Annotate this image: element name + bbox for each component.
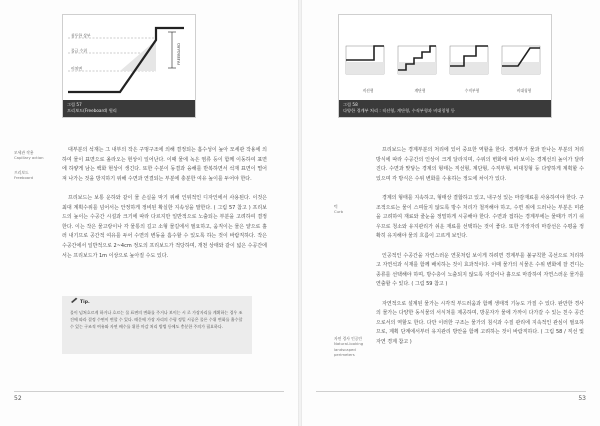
figure-caption: [63, 100, 195, 117]
figure-title: 프리보드(Freeboard) 원리: [67, 108, 117, 113]
tip-text: 물이 넘쳐흐르게 하거나 흐르는 물 표면의 변화를 주거나 보이는 시 로 가장자리를 계획하는 경우 조건에 따라 결정 수면이 변할 수 있다. 때문에 가장 자리의 수평 정밀 시공은 물론 수위 변화를 흡수할 수 있는 구조적 여유와 자연 배수를 위한 마감 처리 방법 등에도 충분한 주의가 필요하다.: [70, 310, 243, 329]
footer-rule: [316, 391, 586, 392]
figure-number: 그림 58: [343, 102, 358, 107]
paragraph: 프리보드는 경계부분의 처리에 있어 중요한 역할을 한다. 경계부가 물과 만나는 부분의 처리 방식에 따라 수공간의 인상이 크게 달라지며, 수위의 변화에 따라 보이는 경계선의 높이가 달라진다. 수면과 맞닿는 경계의 형태는 직선형, 계단형, 수직부형, 비대칭형 등 다양하게 계획할 수 있으며 각 방식은 수위 변화를 수용하는 정도에 차이가 있다.: [376, 147, 584, 182]
footer-rule: [14, 391, 284, 392]
right-page: [302, 0, 600, 426]
page-number-right: 53: [578, 395, 586, 402]
label-finished-top: 침투한 상부: [71, 33, 91, 38]
paragraph: 자연적으로 설계된 물가는 시각적 부드러움과 함께 생태적 기능도 가질 수 있다. 완만한 경사의 물가는 다양한 동식물의 서식처를 제공하며, 방문자가 물에 가까이 다가갈 수 있는 친수 공간으로서의 역할도 한다. 다만 이러한 구조는 물가의 침식과 수질 관리에 지속적인 관심이 필요하므로, 계획 단계에서부터 유지관리 방안을 함께 고려하는 것이 바람직하다. ( 그림 58 / 직선 및 자연 경계 참고 ): [376, 300, 584, 345]
edge-type-label: 수직부형: [464, 88, 480, 93]
margin-note-en: Freeboard: [14, 175, 34, 181]
paragraph: 인공적인 수공간을 자연스러운 연못처럼 보이게 하려면 경계부를 불규칙한 곡선으로 처리하고 자연석과 식재를 함께 배치하는 것이 효과적이다. 이때 물가의 식물은 수위 변화에 잘 견디는 종류를 선택해야 하며, 방수층이 노출되지 않도록 자갈이나 흙으로 마감하여 자연스러운 물가를 연출할 수 있다. ( 그림 59 참고 ): [376, 252, 584, 288]
left-body-text: [62, 146, 267, 271]
margin-note-ko: 턱: [334, 204, 338, 209]
margin-note-freeboard: [14, 170, 58, 181]
edge-type-label: 비대칭형: [516, 88, 532, 93]
left-page: [0, 0, 298, 426]
figure-number: 그림 57: [67, 102, 82, 107]
tip-box: [62, 296, 252, 354]
page-number-left: 52: [14, 395, 22, 402]
right-body-text: [376, 146, 584, 357]
margin-note-natural-edge: [334, 336, 374, 358]
edge-type-label: 계단형: [414, 88, 426, 93]
label-seepage: 이치면: [71, 66, 83, 71]
label-water-level: 물급 수위: [71, 48, 87, 53]
margin-note-en: Curb: [334, 209, 344, 215]
edge-types-diagram: [340, 16, 552, 86]
pencil-icon: [70, 297, 78, 303]
figure-edge-types: [338, 14, 552, 118]
edge-type-label: 직선형: [362, 88, 374, 93]
margin-note-ko: 프리보드: [14, 170, 29, 175]
margin-note-ko: 모세관 작용: [14, 150, 34, 155]
paragraph: 경계의 형태를 지속하고, 형태상 결합하고 있고, 내구성 있는 마감재료를 사용하여야 한다. 구조적으로는 물이 스며들지 않도록 방수 처리가 철저해야 하고, 수면 위에 드러나는 부분은 미관을 고려하여 재료와 줄눈을 정밀하게 시공해야 한다. 수면과 접하는 경계부에는 물때가 끼기 쉬우므로 청소와 유지관리가 쉬운 재료를 선택하는 것이 좋다. 또한 가장자리 마감선은 수평을 정확히 유지해야 물의 흐름이 고르게 보인다.: [376, 194, 584, 240]
margin-note-en: Capillary action: [14, 155, 44, 161]
label-freeboard-vertical: FREEBOARD: [177, 43, 181, 65]
tip-heading: Tip.: [80, 300, 90, 305]
margin-note-curb: [334, 204, 374, 215]
paragraph: 프리보드는 보통 운하와 같이 물 손실을 막기 위해 인위적인 디자인에서 사용된다. 이것은 최대 계획수위를 넘어서는 안정하게 정비된 확실한 지속성을 말한다. ( 그림 57 참고 ) 프리보드의 높이는 수공간 시설과 크기에 따라 다르지만 일반적으로 노출되는 부분을 고려하여 결정한다. 이는 작은 물고랑이나 각 물통의 길고 소형 물길에서 필요하고, 움직이는 물은 얕으로 흘러 내기므로 공간적 여유를 두어 수면의 변동을 흡수할 수 있도록 하는 것이 바람직하다. 작은 수공간에서 일반적으로 2~4cm 정도의 프리보드가 적당하며, 개천 상태와 같이 넓은 수공간에서는 프리보드가 1m 이상으로 높아질 수도 있다.: [62, 194, 267, 259]
margin-note-en: Natural-looking landscaped perimeters: [334, 341, 364, 358]
margin-note-ko: 자연 경사 인공안: [334, 336, 363, 341]
margin-note-capillary: [14, 150, 58, 161]
paragraph: 대부분의 석재는 그 내부의 작은 구멍구조에 의해 결정되는 흡수성이 높아 모세관 작용에 의하여 물이 표면으로 올라오는 현상이 일어난다. 이때 물에 녹은 염류 등이 함께 이동하여 표면에 하얗게 남는 백화 현상이 생긴다. 또한 수분이 동결과 융해를 반복하면서 석재 표면이 떨어져 나가는 것을 방지하기 위해 수면과 연결되는 부분에 충분한 여유 높이를 두어야 한다.: [62, 147, 267, 182]
figure-freeboard: [62, 14, 196, 118]
figure-title: 다양한 경계부 처리 : 직선형, 계단형, 수직부형과 비대칭형 등: [343, 108, 455, 113]
figure-caption: [339, 100, 551, 117]
